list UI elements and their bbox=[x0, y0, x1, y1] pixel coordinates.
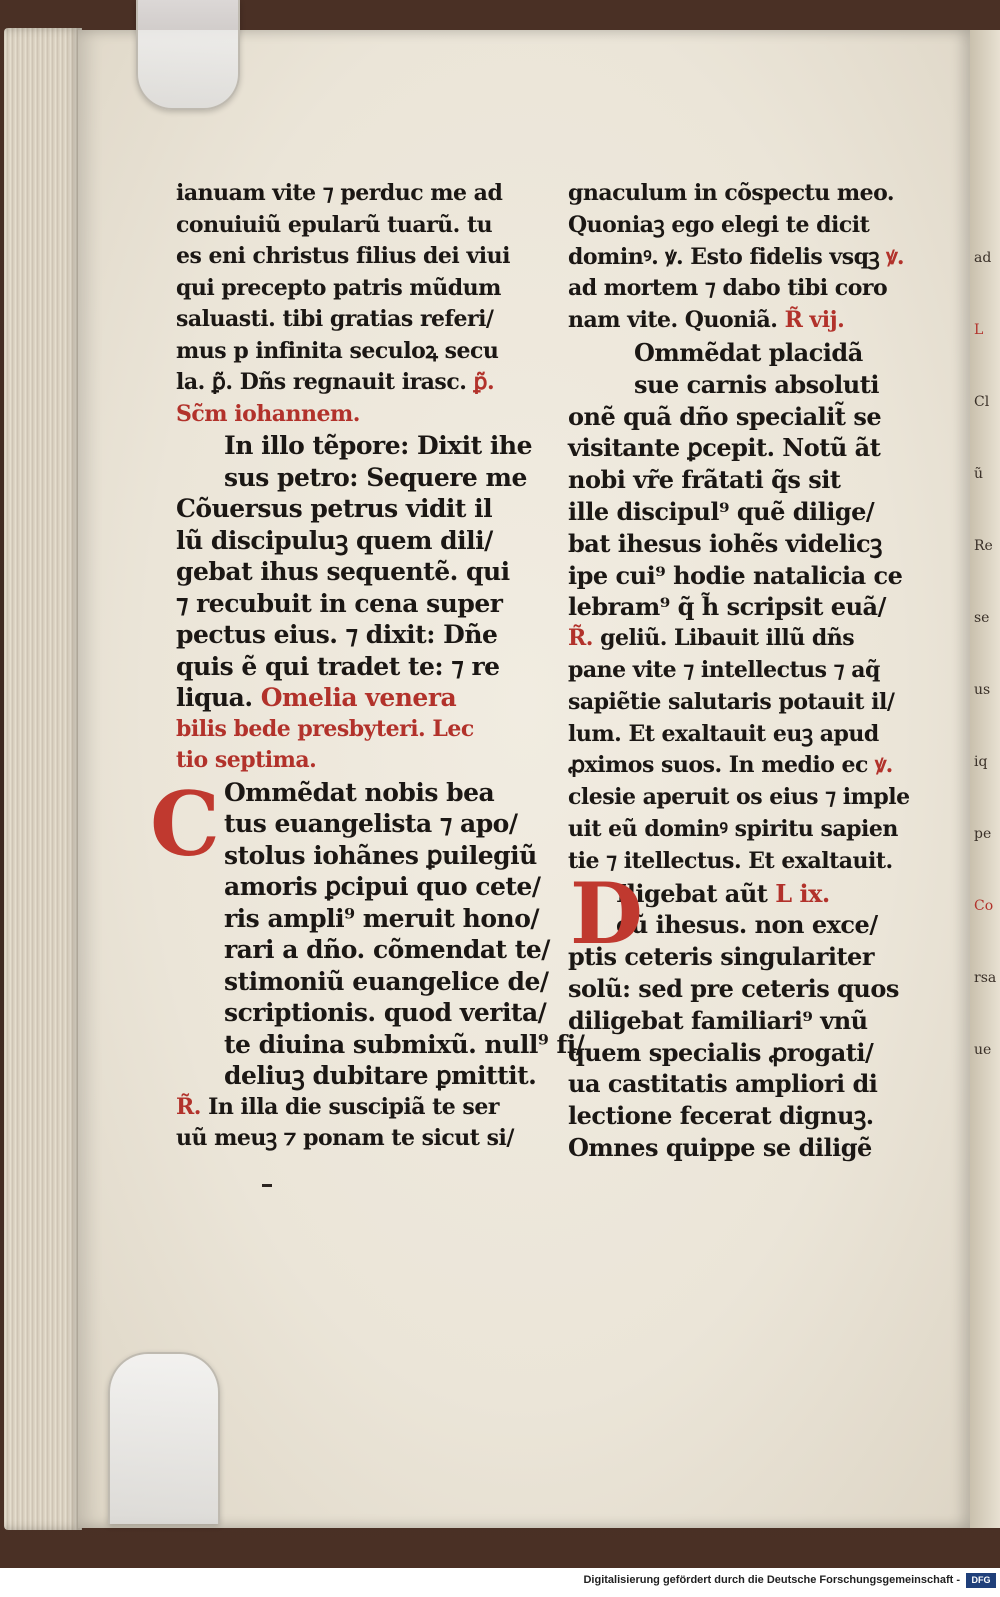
footer-bar bbox=[0, 1568, 1000, 1597]
line-text: la. ꝑ̃. Dñs regnauit irasc. bbox=[176, 369, 467, 395]
line-text: clesie aperuit os eius ⁊ imple bbox=[568, 784, 910, 811]
next-page-fragment: Re bbox=[974, 538, 993, 554]
line-text: ptis ceteris singulariter bbox=[568, 942, 874, 972]
text-line bbox=[568, 750, 898, 782]
next-page-fragment: L bbox=[974, 322, 984, 338]
text-line bbox=[176, 651, 526, 683]
text-line bbox=[176, 1060, 537, 1092]
line-text: solũ: sed pre ceteris quos bbox=[568, 973, 899, 1003]
text-line bbox=[568, 496, 898, 528]
line-text: ua castitatis ampliori di bbox=[568, 1069, 878, 1099]
line-text: amoris ꝑcipui quo cete/ bbox=[224, 872, 541, 901]
next-page-edge bbox=[970, 30, 1000, 1528]
text-line bbox=[176, 525, 526, 557]
line-text: dominꝰ. ꝟ. Esto fidelis vsqꝫ bbox=[568, 243, 880, 270]
text-line bbox=[568, 814, 898, 846]
next-page-fragment: se bbox=[974, 610, 990, 626]
text-line bbox=[176, 682, 526, 714]
text-line bbox=[568, 528, 898, 560]
text-line bbox=[176, 273, 526, 305]
text-line bbox=[176, 588, 526, 620]
rubric-mark: R̃. bbox=[568, 625, 601, 652]
text-line bbox=[568, 1068, 898, 1100]
text-line bbox=[176, 493, 526, 525]
line-text: quem specialis ꝓrogati/ bbox=[568, 1037, 874, 1067]
text-line bbox=[568, 273, 898, 305]
line-text: qui precepto patris mũdum bbox=[176, 274, 501, 301]
line-text: Quoniaꝫ ego elegi te dicit bbox=[568, 211, 870, 238]
text-line bbox=[176, 336, 526, 368]
text-line bbox=[568, 432, 898, 464]
text-line bbox=[568, 369, 898, 401]
line-text: sus petro: Sequere me bbox=[224, 462, 527, 492]
text-line bbox=[176, 304, 526, 336]
text-line bbox=[568, 1132, 898, 1164]
text-line bbox=[176, 462, 526, 494]
line-text: bat ihesus iohẽs videlicꝫ bbox=[568, 528, 882, 558]
line-text: onẽ quã dño specialit̃ se bbox=[568, 401, 882, 431]
line-text: Cõuersus petrus vidit il bbox=[176, 494, 493, 523]
line-text: mus p infinita seculoꝝ secu bbox=[176, 337, 499, 364]
text-line bbox=[176, 556, 526, 588]
text-line bbox=[568, 1037, 898, 1069]
line-text: In illo tẽpore: Dixit ihe bbox=[224, 431, 532, 460]
text-line bbox=[176, 777, 526, 809]
line-text: stolus iohãnes ꝑuilegiũ bbox=[224, 840, 537, 870]
text-line bbox=[176, 934, 550, 966]
line-text: uit eũ dominꝰ spiritu sapien bbox=[568, 815, 898, 842]
text-line bbox=[568, 687, 898, 719]
text-line bbox=[176, 997, 547, 1029]
dfg-logo: DFG bbox=[966, 1573, 996, 1588]
next-page-fragment: us bbox=[974, 682, 991, 698]
line-text: deliuꝫ dubitare ꝑmittit. bbox=[224, 1061, 537, 1090]
text-line bbox=[176, 840, 537, 872]
line-text: rari a dño. cõmendat te/ bbox=[224, 935, 550, 964]
text-line bbox=[176, 903, 540, 935]
line-text: lectione fecerat dignuꝫ. bbox=[568, 1101, 874, 1131]
text-line bbox=[568, 1005, 898, 1037]
next-page-fragment: Cl bbox=[974, 394, 990, 410]
next-page-fragment: ad bbox=[974, 250, 992, 266]
text-line bbox=[568, 591, 898, 623]
text-line bbox=[176, 714, 526, 746]
text-line bbox=[176, 430, 532, 462]
next-page-fragment: pe bbox=[974, 826, 992, 842]
line-text: In illa die suscipiã te ser bbox=[208, 1093, 499, 1120]
line-text: lebram⁹ q̃ h̃ scripsit euã/ bbox=[568, 592, 886, 622]
text-line bbox=[176, 1123, 526, 1155]
line-text: Ommẽdat placidã bbox=[634, 337, 863, 367]
line-text: ꝓximos suos. In medio ec bbox=[568, 752, 868, 779]
line-text: ad mortem ⁊ dabo tibi coro bbox=[568, 275, 888, 302]
funding-credit: Digitalisierung gefördert durch die Deutsche Forschungsgemeinschaft - bbox=[583, 1574, 960, 1586]
line-text: visitante ꝑcepit. Notũ ãt bbox=[568, 433, 881, 463]
text-line bbox=[176, 241, 526, 273]
line-text: ianuam vite ⁊ perduc me ad bbox=[176, 180, 503, 206]
rubric-mark: ꝟ. bbox=[879, 243, 905, 270]
line-text: tus euangelista ⁊ apo/ bbox=[224, 809, 518, 838]
text-line bbox=[176, 1029, 585, 1061]
top-page-clip bbox=[136, 0, 240, 110]
next-page-fragment: ũ bbox=[974, 466, 984, 482]
right-text-column bbox=[568, 178, 910, 1164]
text-line bbox=[176, 178, 526, 210]
text-line bbox=[176, 966, 549, 998]
text-line bbox=[568, 464, 898, 496]
text-line bbox=[568, 973, 898, 1005]
line-text: scriptionis. quod verita/ bbox=[224, 998, 547, 1027]
text-line bbox=[176, 745, 526, 777]
line-text: te diuina submixũ. null⁹ fi/ bbox=[224, 1029, 585, 1059]
text-line bbox=[176, 808, 526, 840]
illuminated-initial-d: D bbox=[570, 864, 643, 963]
text-line bbox=[568, 655, 898, 687]
line-text: tie ⁊ itellectus. Et exaltauit. bbox=[568, 847, 893, 874]
text-line bbox=[568, 719, 898, 751]
line-text: stimoniũ euangelice de/ bbox=[224, 966, 549, 996]
text-line bbox=[176, 871, 541, 903]
rubric-mark: Omelia venera bbox=[252, 683, 457, 712]
line-text: Omnes quippe se diligẽ bbox=[568, 1132, 872, 1162]
text-line bbox=[568, 242, 905, 274]
line-text: ris ampli⁹ meruit hono/ bbox=[224, 903, 540, 933]
text-line bbox=[176, 399, 526, 431]
line-text: Ommẽdat nobis bea bbox=[224, 777, 495, 807]
line-text: liqua. bbox=[176, 683, 253, 712]
illuminated-initial-c: C bbox=[150, 772, 221, 876]
text-line bbox=[568, 560, 903, 592]
line-text: nam vite. Quoniã. bbox=[568, 307, 778, 334]
line-text: Iligebat aũt bbox=[616, 878, 768, 908]
line-text: ⁊ recubuit in cena super bbox=[176, 588, 503, 618]
line-text: sapiẽtie salutaris potauit il/ bbox=[568, 688, 895, 715]
line-text: uũ meuꝫ ⁊ ponam te sicut si/ bbox=[176, 1125, 514, 1151]
text-line bbox=[568, 178, 898, 210]
line-text: pane vite ⁊ intellectus ⁊ aq̃ bbox=[568, 656, 880, 683]
text-line bbox=[568, 210, 898, 242]
next-page-fragment: ue bbox=[974, 1042, 992, 1058]
line-text: ille discipul⁹ quẽ dilige/ bbox=[568, 496, 875, 526]
text-line bbox=[568, 401, 898, 433]
page-mark bbox=[262, 1184, 272, 1187]
rubric-mark: R̃ vij. bbox=[777, 307, 845, 334]
text-line bbox=[176, 1092, 526, 1124]
text-line bbox=[568, 1100, 898, 1132]
text-line bbox=[568, 623, 898, 655]
line-text: saluasti. tibi gratias referi/ bbox=[176, 306, 494, 332]
left-text-column bbox=[176, 178, 585, 1155]
line-text: gebat ihus sequentẽ. qui bbox=[176, 557, 510, 586]
next-page-fragment: rsa bbox=[974, 970, 997, 986]
rubric-mark: ꝟ. bbox=[867, 752, 893, 779]
line-text: sue carnis absoluti bbox=[634, 369, 879, 399]
line-text: gnaculum in cõspectu meo. bbox=[568, 180, 895, 206]
line-text: bilis bede presbyteri. Lec bbox=[176, 715, 474, 742]
line-text: lũ discipuluꝫ quem dili/ bbox=[176, 525, 493, 555]
line-text: nobi vr̃e frãtati q̃s sit bbox=[568, 465, 841, 495]
next-page-fragment: iq bbox=[974, 754, 988, 770]
line-text: diligebat familiari⁹ vnũ bbox=[568, 1005, 868, 1035]
line-text: eũ ihesus. non exce/ bbox=[616, 910, 878, 940]
line-text: Sc̃m iohannem. bbox=[176, 400, 360, 427]
text-line bbox=[176, 619, 526, 651]
line-text: es eni christus filius dei viui bbox=[176, 243, 510, 269]
page-edges bbox=[4, 28, 82, 1530]
line-text: lum. Et exaltauit euꝫ apud bbox=[568, 720, 879, 747]
line-text: pectus eius. ⁊ dixit: Dñe bbox=[176, 620, 498, 649]
next-page-fragment: Co bbox=[974, 898, 994, 914]
line-text: ipe cui⁹ hodie natalicia ce bbox=[568, 560, 903, 590]
text-line bbox=[568, 337, 898, 369]
text-line bbox=[176, 210, 526, 242]
line-text: conuiuiũ epularũ tuarũ. tu bbox=[176, 211, 493, 238]
bottom-page-clip bbox=[108, 1352, 220, 1524]
text-line bbox=[568, 305, 898, 337]
line-text: geliũ. Libauit illũ dñs bbox=[600, 625, 855, 652]
line-text: quis ẽ qui tradet te: ⁊ re bbox=[176, 651, 500, 681]
rubric-mark: R̃. bbox=[176, 1093, 209, 1120]
line-text: tio septima. bbox=[176, 747, 317, 773]
rubric-mark: L ix. bbox=[767, 878, 830, 908]
text-line bbox=[176, 367, 526, 399]
rubric-mark: ꝑ̃. bbox=[466, 369, 495, 395]
text-line bbox=[568, 782, 910, 814]
